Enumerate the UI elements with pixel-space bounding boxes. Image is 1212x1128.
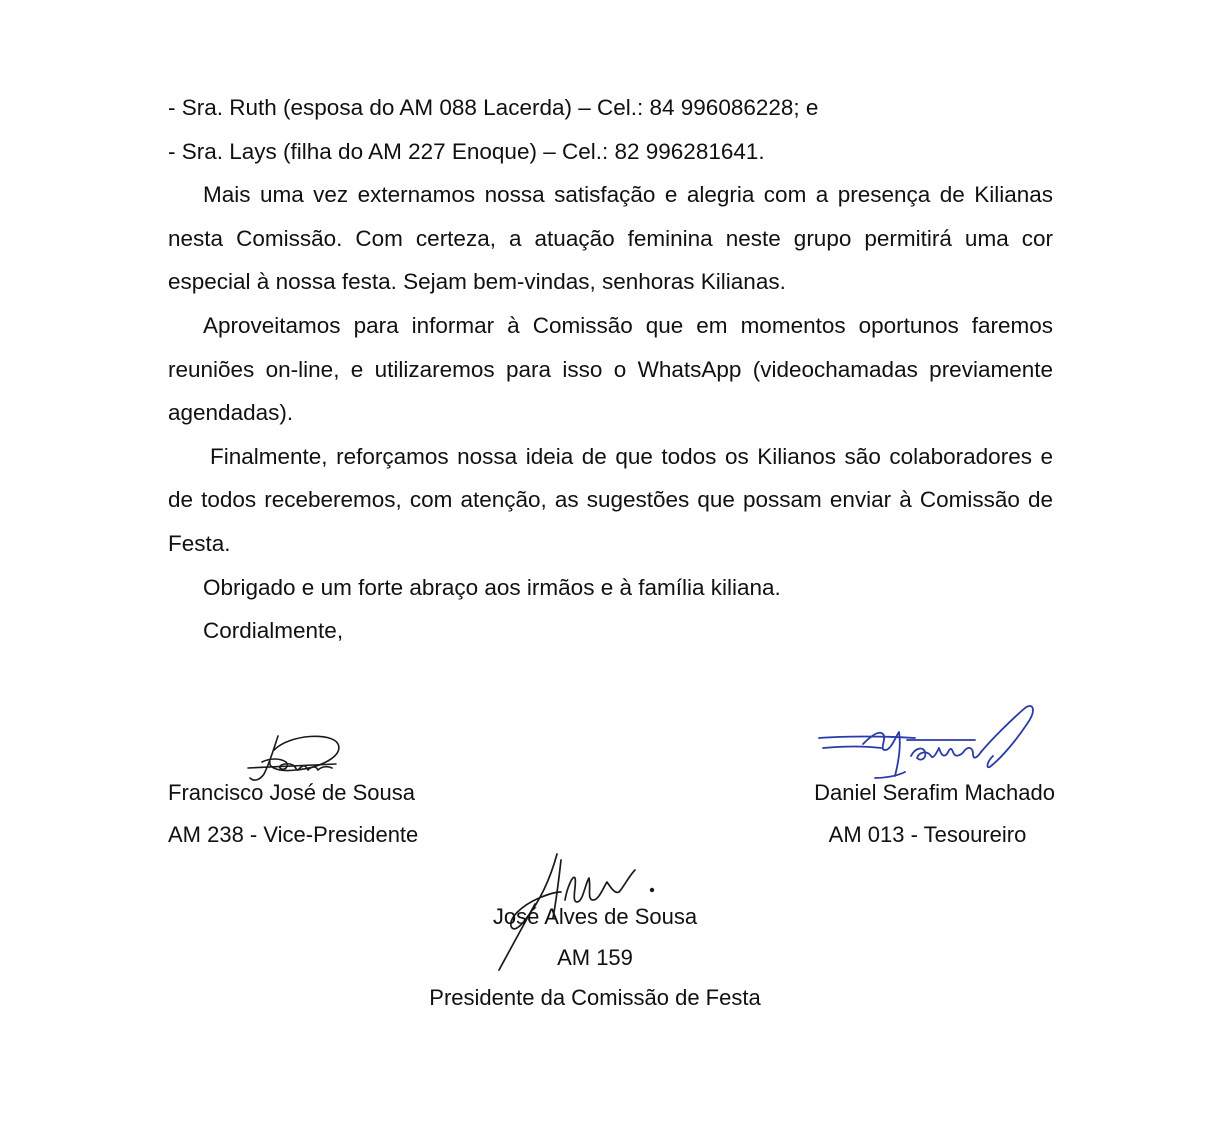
letter-body [168, 86, 1053, 653]
closing-salutation: Cordialmente, [203, 618, 344, 644]
contact-list-item: - Sra. Lays (filha do AM 227 Enoque) – Cel.: 82 996281641. [168, 138, 765, 164]
signatory-name: Daniel Serafim Machado [814, 780, 1055, 805]
signatory-role: AM 013 - Tesoureiro [828, 822, 1027, 847]
signatory-name: José Alves de Sousa [492, 904, 698, 929]
paragraph-thanks: Obrigado e um forte abraço aos irmãos e à família kiliana. [203, 574, 781, 600]
signatory-role: Presidente da Comissão de Festa [429, 985, 761, 1010]
signature-block-center [395, 897, 795, 1019]
paragraph-meetings: Aproveitamos para informar à Comissão que em momentos oportunos faremos reuniões on-line, e utilizaremos para isso o WhatsApp (videochamadas previamente agendadas). [168, 312, 1053, 426]
contact-list-item: - Sra. Ruth (esposa do AM 088 Lacerda) – Cel.: 84 996086228; e [168, 95, 819, 120]
paragraph-suggestions: Finalmente, reforçamos nossa ideia de que todos os Kilianos são colaboradores e de todos receberemos, com atenção, as sugestões que possam enviar à Comissão de Festa. [168, 443, 1053, 556]
signatory-name: Francisco José de Sousa [168, 780, 416, 805]
signature-block-right [800, 772, 1055, 856]
signatory-code: AM 159 [557, 944, 633, 970]
paragraph-satisfaction: Mais uma vez externamos nossa satisfação e alegria com a presença de Kilianas nesta Comissão. Com certeza, a atuação feminina neste grupo permitirá uma cor especial à nossa festa. Sejam bem-vindas, senhoras Kilianas. [168, 182, 1053, 295]
signature-block-left [168, 772, 418, 856]
signatory-role: AM 238 - Vice-Presidente [168, 822, 419, 847]
